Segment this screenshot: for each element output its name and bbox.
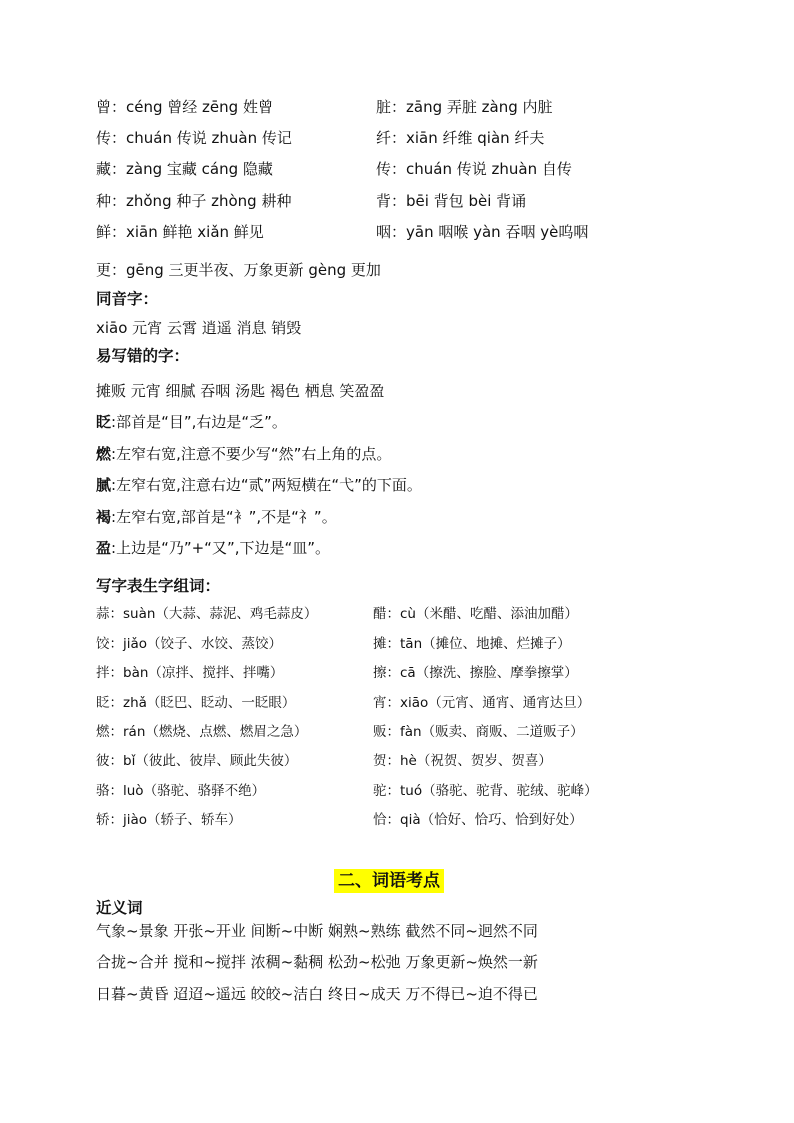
- word-group: 眨：zhǎ（眨巴、眨动、一眨眼）: [96, 695, 296, 711]
- word-group: 贺：hè（祝贺、贺岁、贺喜）: [373, 753, 552, 769]
- polyphone-row: 藏：zàng 宝藏 cáng 隐藏: [96, 160, 273, 178]
- note-text: :部首是“目”,右边是“乏”。: [111, 413, 287, 431]
- word-group: 宵：xiāo（元宵、通宵、通宵达旦）: [373, 695, 591, 711]
- note-text: :左窄右宽,注意右边“贰”两短横在“弋”的下面。: [111, 476, 422, 494]
- note-char: 褐: [96, 508, 112, 526]
- note-text: :上边是“乃”+“又”,下边是“皿”。: [111, 539, 331, 557]
- synonym-row: 合拢~合并 搅和~搅拌 浓稠~黏稠 松劲~松弛 万象更新~焕然一新: [96, 953, 538, 971]
- note-row: [96, 412, 287, 432]
- homophone-heading: 同音字：: [96, 290, 159, 308]
- word-group: 拌：bàn（凉拌、搅拌、拌嘴）: [96, 665, 284, 681]
- easy-wrong-heading: 易写错的字：: [96, 347, 190, 365]
- homophone-line: xiāo 元宵 云霄 逍遥 消息 销毁: [96, 319, 302, 337]
- polyphone-row: 传：chuán 传说 zhuàn 传记: [96, 129, 292, 147]
- note-char: 眨: [96, 413, 112, 431]
- synonym-row: 气象~景象 开张~开业 间断~中断 娴熟~熟练 截然不同~迥然不同: [96, 922, 538, 940]
- polyphone-geng: 更：gēng 三更半夜、万象更新 gèng 更加: [96, 261, 381, 279]
- word-group: 擦：cā（擦洗、擦脸、摩拳擦掌）: [373, 665, 578, 681]
- note-char: 盈: [96, 539, 112, 557]
- polyphone-row: 脏：zāng 弄脏 zàng 内脏: [376, 98, 553, 116]
- note-text: :左窄右宽,部首是“衤”,不是“礻”。: [111, 508, 337, 526]
- polyphone-row: 鲜：xiān 鲜艳 xiǎn 鲜见: [96, 223, 264, 241]
- words-heading: 写字表生字组词：: [96, 577, 221, 595]
- note-row: [96, 475, 422, 495]
- section-title: 二、词语考点: [334, 869, 444, 893]
- easy-wrong-line: 摊贩 元宵 细腻 吞咽 汤匙 褐色 栖息 笑盈盈: [96, 382, 385, 400]
- word-group: 轿：jiào（轿子、轿车）: [96, 812, 242, 828]
- word-group: 恰：qià（恰好、恰巧、恰到好处）: [373, 812, 583, 828]
- word-group: 蒜：suàn（大蒜、蒜泥、鸡毛蒜皮）: [96, 606, 318, 622]
- polyphone-row: 曾：céng 曾经 zēng 姓曾: [96, 98, 273, 116]
- synonym-row: 日暮~黄昏 迢迢~遥远 皎皎~洁白 终日~成天 万不得已~迫不得已: [96, 985, 538, 1003]
- word-group: 摊：tān（摊位、地摊、烂摊子）: [373, 636, 571, 652]
- word-group: 醋：cù（米醋、吃醋、添油加醋）: [373, 606, 578, 622]
- synonym-heading: 近义词: [96, 899, 143, 917]
- word-group: 饺：jiǎo（饺子、水饺、蒸饺）: [96, 636, 283, 652]
- word-group: 燃：rán（燃烧、点燃、燃眉之急）: [96, 724, 308, 740]
- polyphone-row: 种：zhǒng 种子 zhòng 耕种: [96, 192, 292, 210]
- polyphone-row: 咽：yān 咽喉 yàn 吞咽 yè呜咽: [376, 223, 589, 241]
- word-group: 彼：bǐ（彼此、彼岸、顾此失彼）: [96, 753, 298, 769]
- note-row: [96, 444, 391, 464]
- note-char: 燃: [96, 445, 112, 463]
- word-group: 驼：tuó（骆驼、驼背、驼绒、驼峰）: [373, 783, 598, 799]
- note-text: :左窄右宽,注意不要少写“然”右上角的点。: [111, 445, 392, 463]
- note-char: 腻: [96, 476, 112, 494]
- polyphone-row: 传：chuán 传说 zhuàn 自传: [376, 160, 572, 178]
- note-row: [96, 507, 337, 527]
- word-group: 贩：fàn（贩卖、商贩、二道贩子）: [373, 724, 584, 740]
- polyphone-row: 纤：xiān 纤维 qiàn 纤夫: [376, 129, 545, 147]
- word-group: 骆：luò（骆驼、骆驿不绝）: [96, 783, 266, 799]
- polyphone-row: 背：bēi 背包 bèi 背诵: [376, 192, 527, 210]
- note-row: [96, 538, 330, 558]
